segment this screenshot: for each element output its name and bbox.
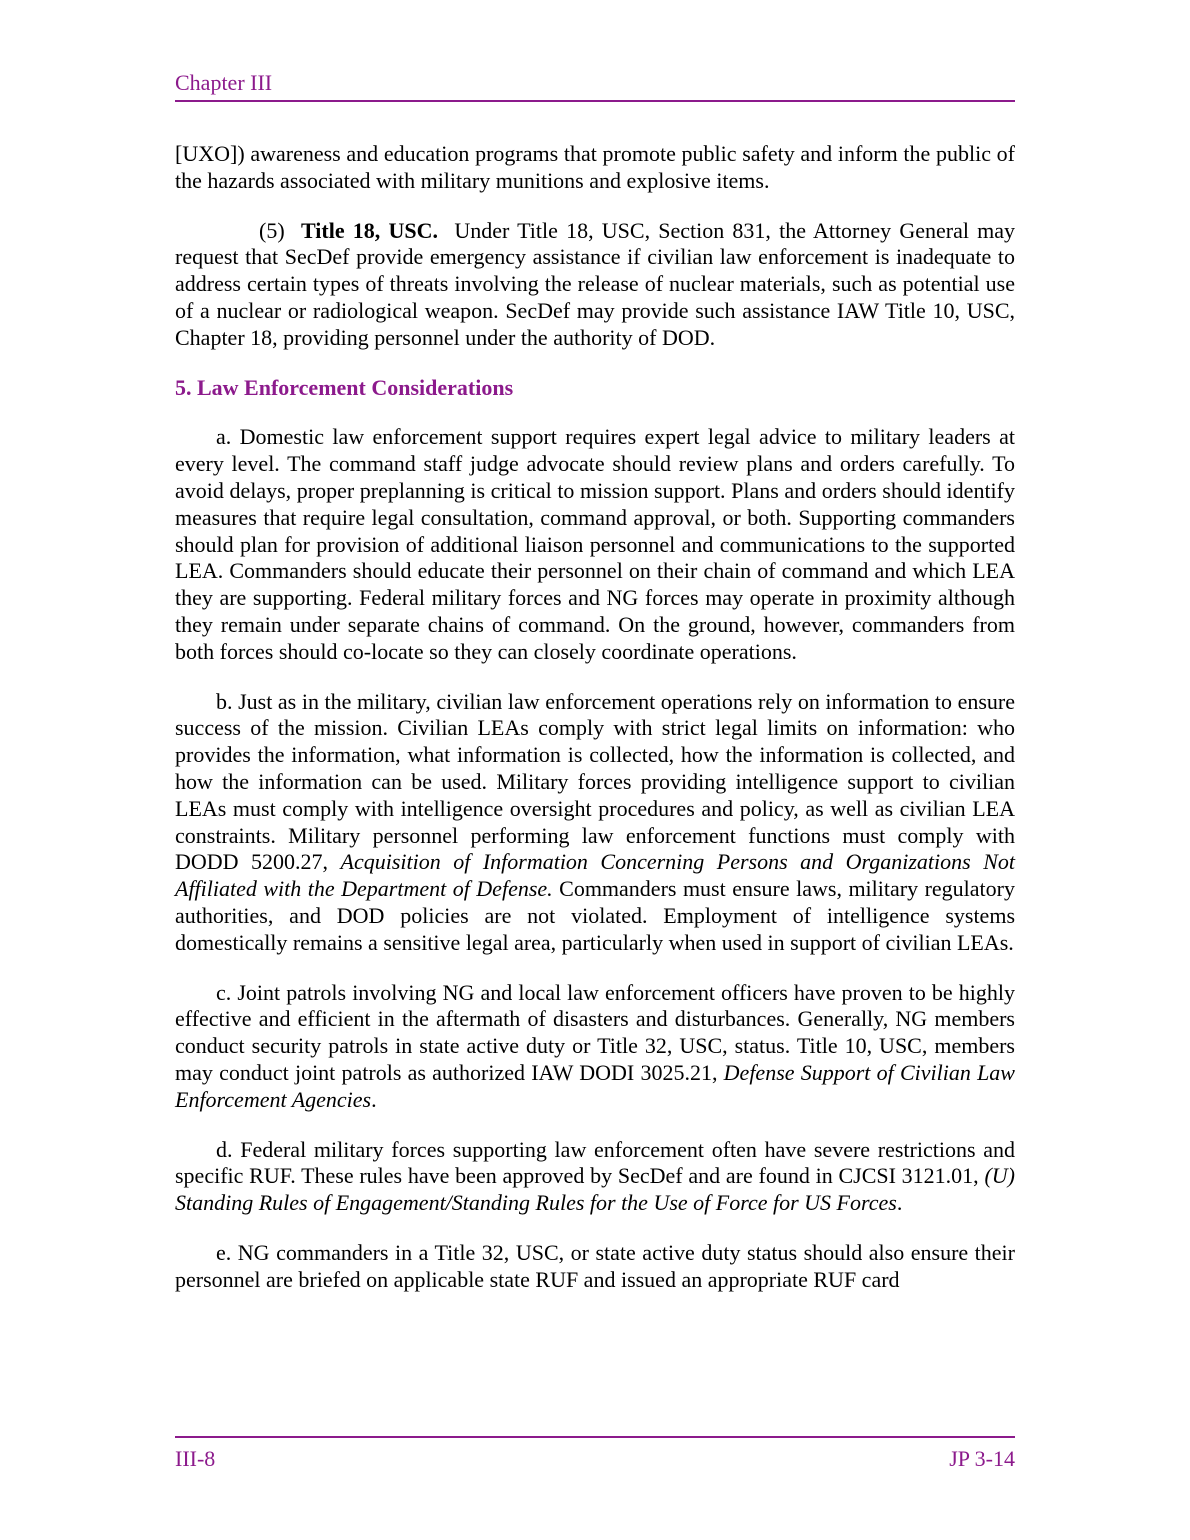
paragraph-text: . bbox=[371, 1086, 377, 1112]
paragraph-text: . bbox=[896, 1190, 903, 1216]
paragraph-text: Under Title 18, USC, Section 831, the Attorney General may request that SecDef provide emergency assistance if civilian law enforcement is inadequate to address certain types of threats involving the release of nuclear materials, such as potential use of a nuclear or radiological weapon. SecDef may provide such assistance IAW Title 10, USC, Chapter 18, providing personnel under the authority of DOD. bbox=[175, 217, 1016, 350]
paragraph-title: Title 18, USC. bbox=[301, 217, 438, 243]
paragraph-text: d. Federal military forces supporting law enforcement often have severe restrictions and specific RUF. These rules have been approved by SecDef and are found in CJCSI 3121.01, bbox=[175, 1136, 1015, 1189]
paragraph-text: c. Joint patrols involving NG and local law enforcement officers have proven to be highly effective and efficient in the aftermath of disasters and disturbances. Generally, NG members conduct security patrols in state active duty or Title 32, USC, status. Title 10, USC, members may conduct joint patrols as authorized IAW DODI 3025.21, bbox=[175, 979, 1015, 1085]
paragraph-c bbox=[175, 980, 1015, 1114]
page-body bbox=[175, 141, 1015, 1316]
publication-title: Defense Support of Civilian Law Enforcement Agencies bbox=[175, 1059, 1015, 1112]
paragraph-number: (5) bbox=[259, 217, 285, 243]
footer-rule bbox=[175, 1436, 1015, 1438]
paragraph-e: e. NG commanders in a Title 32, USC, or state active duty status should also ensure their personnel are briefed on applicable state RUF and issued an appropriate RUF card bbox=[175, 1239, 1015, 1292]
section-heading: 5. Law Enforcement Considerations bbox=[175, 374, 514, 400]
paragraph-intro: [UXO]) awareness and education programs that promote public safety and inform the public of the hazards associated with military munitions and explosive items. bbox=[175, 141, 1015, 193]
publication-title: Acquisition of Information Concerning Persons and Organizations Not Affiliated with the Department of Defense. bbox=[175, 849, 1015, 902]
paragraph-text: Commanders must ensure laws, military regulatory authorities, and DOD policies are not violated. Employment of intelligence systems domestically remains a sensitive legal area, particularly when used in support of civilian LEAs. bbox=[175, 876, 1015, 955]
paragraph-a: a. Domestic law enforcement support requires expert legal advice to military leaders at every level. The command staff judge advocate should review plans and orders carefully. To avoid delays, proper preplanning is critical to mission support. Plans and orders should identify measures that require legal consultation, command approval, or both. Supporting commanders should plan for provision of additional liaison personnel and communications to the supported LEA. Commanders should educate their personnel on their chain of command and which LEA they are supporting. Federal military forces and NG forces may operate in proximity although they remain under separate chains of command. On the ground, however, commanders from both forces should co-locate so they can closely coordinate operations. bbox=[175, 424, 1015, 664]
publication-title: (U) Standing Rules of Engagement/Standing Rules for the Use of Force for US Forces bbox=[175, 1163, 1015, 1216]
header-rule bbox=[175, 100, 1015, 102]
publication-id: JP 3-14 bbox=[949, 1446, 1015, 1471]
paragraph-b bbox=[175, 689, 1015, 957]
running-header-chapter: Chapter III bbox=[175, 70, 273, 95]
page-number: III-8 bbox=[175, 1446, 216, 1471]
paragraph-5 bbox=[175, 218, 1015, 352]
paragraph-d bbox=[175, 1137, 1015, 1217]
paragraph-text: b. Just as in the military, civilian law enforcement operations rely on information to ensure success of the mission. Civilian LEAs comply with strict legal limits on information: who provides the information, what information is collected, how the information is collected, and how the information can be used. Military forces providing intelligence support to civilian LEAs must comply with intelligence oversight procedures and policy, as well as civilian LEA constraints. Military personnel performing law enforcement functions must comply with DODD 5200.27, bbox=[175, 688, 1015, 875]
